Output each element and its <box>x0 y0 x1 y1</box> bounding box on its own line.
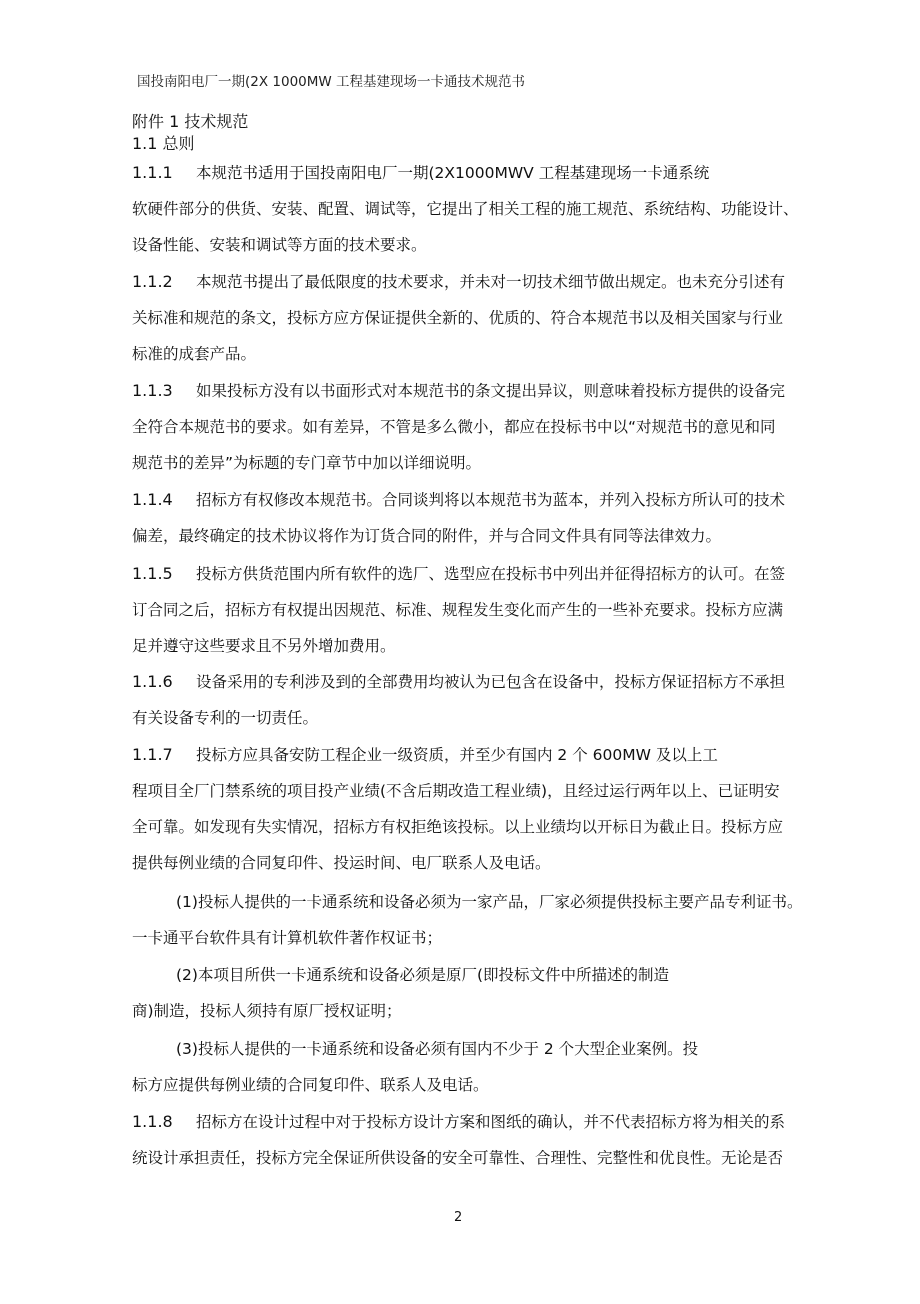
section-heading: 1.1 总则 <box>132 134 195 153</box>
clause-number: 1.1.2 <box>132 272 173 291</box>
clause-text: 有关设备专利的一切责任。 <box>132 709 319 727</box>
requirement-text: (2)本项目所供一卡通系统和设备必须是原厂(即投标文件中所描述的制造 <box>176 966 670 984</box>
requirement-text: 标方应提供每例业绩的合同复印件、联系人及电话。 <box>132 1076 489 1094</box>
requirement-1 <box>132 884 822 956</box>
clause-text: 足并遵守这些要求且不另外增加费用。 <box>132 637 396 655</box>
requirement-text: 商)制造，投标人须持有原厂授权证明； <box>132 1002 402 1020</box>
clause-number: 1.1.5 <box>132 564 173 583</box>
clause-number: 1.1.7 <box>132 745 173 764</box>
clause-text: 标准的成套产品。 <box>132 345 257 363</box>
requirement-text: (1)投标人提供的一卡通系统和设备必须为一家产品，厂家必须提供投标主要产品专利证书。 <box>176 893 803 911</box>
clause-text: 程项目全厂门禁系统的项目投产业绩(不含后期改造工程业绩)，且经过运行两年以上、已证明安 <box>132 782 780 800</box>
clause-1-1-7 <box>132 737 822 881</box>
clause-1-1-6 <box>132 664 822 736</box>
clause-text: 全符合本规范书的要求。如有差异，不管是多么微小，都应在投标书中以“对规范书的意见和同 <box>132 418 776 436</box>
clause-text: 软硬件部分的供货、安装、配置、调试等，它提出了相关工程的施工规范、系统结构、功能设计、 <box>132 200 799 218</box>
clause-number: 1.1.4 <box>132 490 173 509</box>
clause-text: 招标方在设计过程中对于投标方设计方案和图纸的确认，并不代表招标方将为相关的系 <box>196 1113 786 1131</box>
clause-1-1-3 <box>132 373 822 481</box>
page-number: 2 <box>454 1210 463 1225</box>
clause-text: 本规范书适用于国投南阳电厂一期(2X1000MWV 工程基建现场一卡通系统 <box>196 164 710 182</box>
clause-text: 关标准和规范的条文，投标方应方保证提供全新的、优质的、符合本规范书以及相关国家与行业 <box>132 309 784 327</box>
requirement-2 <box>132 957 822 1029</box>
clause-1-1-2 <box>132 264 822 372</box>
clause-text: 招标方有权修改本规范书。合同谈判将以本规范书为蓝本，并列入投标方所认可的技术 <box>196 491 786 509</box>
clause-text: 订合同之后，招标方有权提出因规范、标准、规程发生变化而产生的一些补充要求。投标方应满 <box>132 601 784 619</box>
clause-number: 1.1.1 <box>132 163 173 182</box>
clause-text: 如果投标方没有以书面形式对本规范书的条文提出异议，则意味着投标方提供的设备完 <box>196 382 786 400</box>
clause-1-1-5 <box>132 556 822 664</box>
clause-text: 统设计承担责任，投标方完全保证所供设备的安全可靠性、合理性、完整性和优良性。无论是否 <box>132 1149 784 1167</box>
clause-number: 1.1.6 <box>132 672 173 691</box>
page-header: 国投南阳电厂一期(2X 1000MW 工程基建现场一卡通技术规范书 <box>137 74 526 90</box>
attachment-title: 附件 1 技术规范 <box>132 112 249 131</box>
clause-text: 投标方供货范围内所有软件的选厂、选型应在投标书中列出并征得招标方的认可。在签 <box>196 565 786 583</box>
clause-text: 提供每例业绩的合同复印件、投运时间、电厂联系人及电话。 <box>132 854 551 872</box>
clause-text: 设备采用的专利涉及到的全部费用均被认为已包含在设备中，投标方保证招标方不承担 <box>196 673 786 691</box>
clause-text: 偏差，最终确定的技术协议将作为订货合同的附件，并与合同文件具有同等法律效力。 <box>132 527 722 545</box>
clause-number: 1.1.8 <box>132 1112 173 1131</box>
requirement-text: 一卡通平台软件具有计算机软件著作权证书； <box>132 929 443 947</box>
clause-text: 规范书的差异”为标题的专门章节中加以详细说明。 <box>132 454 482 472</box>
clause-text: 设备性能、安装和调试等方面的技术要求。 <box>132 236 427 254</box>
clause-1-1-8 <box>132 1104 822 1176</box>
clause-text: 本规范书提出了最低限度的技术要求，并未对一切技术细节做出规定。也未充分引述有 <box>196 273 786 291</box>
clause-text: 全可靠。如发现有失实情况，招标方有权拒绝该投标。以上业绩均以开标日为截止日。投标方应 <box>132 818 784 836</box>
clause-1-1-4 <box>132 482 822 554</box>
requirement-text: (3)投标人提供的一卡通系统和设备必须有国内不少于 2 个大型企业案例。投 <box>176 1040 699 1058</box>
clause-text: 投标方应具备安防工程企业一级资质，并至少有国内 2 个 600MW 及以上工 <box>196 746 718 764</box>
clause-number: 1.1.3 <box>132 381 173 400</box>
clause-1-1-1 <box>132 155 822 263</box>
requirement-3 <box>132 1031 822 1103</box>
